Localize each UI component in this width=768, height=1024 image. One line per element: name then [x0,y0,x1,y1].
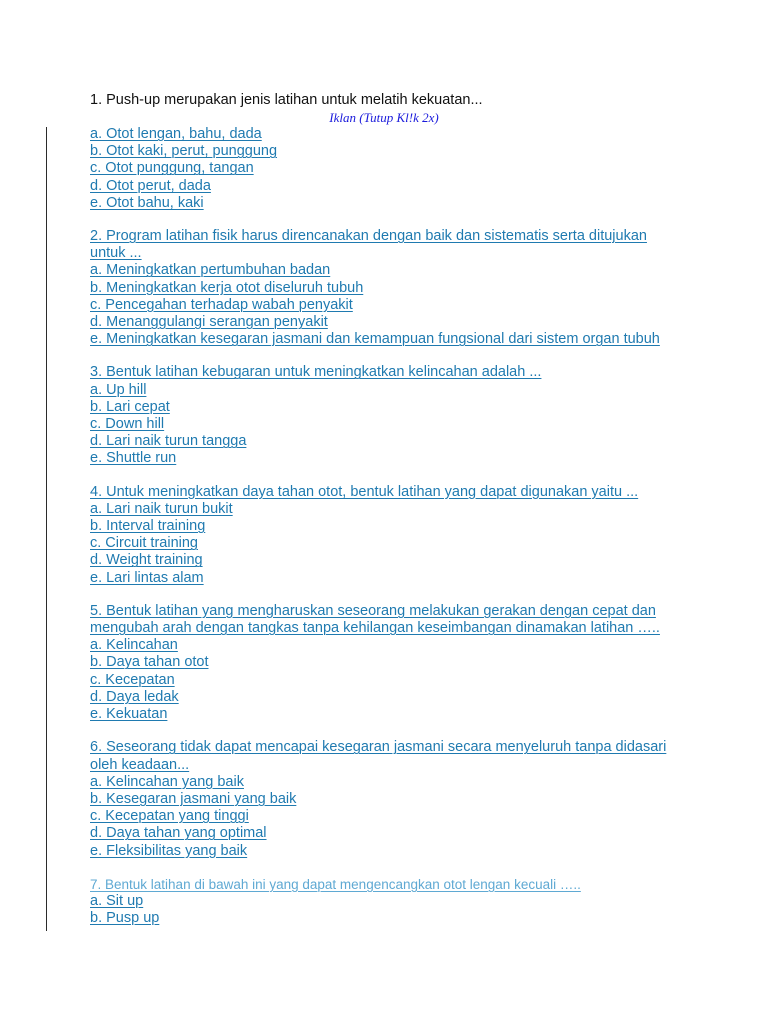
q5-option-c[interactable]: c. Kecepatan [90,671,175,688]
q4-option-a[interactable]: a. Lari naik turun bukit [90,500,233,517]
q6-option-b[interactable]: b. Kesegaran jasmani yang baik [90,790,297,807]
q4-option-b[interactable]: b. Interval training [90,518,206,535]
ad-close-link-label[interactable]: Iklan (Tutup Kl!k 2x) [329,110,439,125]
question-1-options [90,126,690,212]
q4-option-e[interactable]: e. Lari lintas alam [90,569,204,586]
q3-option-d[interactable]: d. Lari naik turun tangga [90,433,247,450]
q6-option-e[interactable]: e. Fleksibilitas yang baik [90,842,248,859]
q2-text-line-2[interactable]: untuk ... [90,245,142,262]
q2-option-c[interactable]: c. Pencegahan terhadap wabah penyakit [90,296,353,313]
q7-text-line-1[interactable]: 7. Bentuk latihan di bawah ini yang dapat mengencangkan otot lengan kecuali ….. [90,876,581,892]
question-list [90,126,690,943]
q3-option-e[interactable]: e. Shuttle run [90,450,177,467]
q7-option-a[interactable]: a. Sit up [90,892,144,909]
q5-text-line-1[interactable]: 5. Bentuk latihan yang mengharuskan seseorang melakukan gerakan dengan cepat dan [90,602,656,619]
question-7 [90,876,690,928]
q1-option-b[interactable]: b. Otot kaki, perut, punggung [90,143,278,160]
q2-text-line-1[interactable]: 2. Program latihan fisik harus direncanakan dengan baik dan sistematis serta ditujukan [90,228,647,245]
q1-option-e[interactable]: e. Otot bahu, kaki [90,194,204,211]
q5-text-line-2[interactable]: mengubah arah dengan tangkas tanpa kehilangan keseimbangan dinamakan latihan ….. [90,620,660,637]
q4-option-d[interactable]: d. Weight training [90,552,203,569]
ad-close-link[interactable] [0,110,768,126]
q1-option-a[interactable]: a. Otot lengan, bahu, dada [90,126,262,142]
left-margin-rule [46,127,47,931]
q3-text-line-1[interactable]: 3. Bentuk latihan kebugaran untuk meningkatkan kelincahan adalah ... [90,364,542,381]
q4-option-c[interactable]: c. Circuit training [90,535,198,552]
question-3 [90,364,690,467]
q5-option-a[interactable]: a. Kelincahan [90,637,178,654]
q5-option-e[interactable]: e. Kekuatan [90,706,168,723]
question-1-text: 1. Push-up merupakan jenis latihan untuk melatih kekuatan... [90,92,483,108]
q2-option-b[interactable]: b. Meningkatkan kerja otot diseluruh tubuh [90,279,364,296]
q3-option-b[interactable]: b. Lari cepat [90,398,170,415]
q1-option-c[interactable]: c. Otot punggung, tangan [90,160,254,177]
q2-option-d[interactable]: d. Menanggulangi serangan penyakit [90,314,328,331]
question-4 [90,484,690,587]
q3-option-c[interactable]: c. Down hill [90,416,165,433]
q6-option-d[interactable]: d. Daya tahan yang optimal [90,825,267,842]
q6-text-line-1[interactable]: 6. Seseorang tidak dapat mencapai kesegaran jasmani secara menyeluruh tanpa didasari [90,739,667,756]
q3-option-a[interactable]: a. Up hill [90,381,147,398]
question-5 [90,603,690,723]
q2-option-a[interactable]: a. Meningkatkan pertumbuhan badan [90,262,331,279]
q1-option-d[interactable]: d. Otot perut, dada [90,177,211,194]
q5-option-b[interactable]: b. Daya tahan otot [90,654,209,671]
q5-option-d[interactable]: d. Daya ledak [90,688,179,705]
q7-option-b[interactable]: b. Pusp up [90,910,160,927]
q2-option-e[interactable]: e. Meningkatkan kesegaran jasmani dan kemampuan fungsional dari sistem organ tubuh [90,331,660,348]
q6-text-line-2[interactable]: oleh keadaan... [90,756,190,773]
q4-text-line-1[interactable]: 4. Untuk meningkatkan daya tahan otot, bentuk latihan yang dapat digunakan yaitu ... [90,483,639,500]
q6-option-c[interactable]: c. Kecepatan yang tinggi [90,808,249,825]
q6-option-a[interactable]: a. Kelincahan yang baik [90,773,244,790]
question-6 [90,739,690,859]
question-2 [90,228,690,348]
